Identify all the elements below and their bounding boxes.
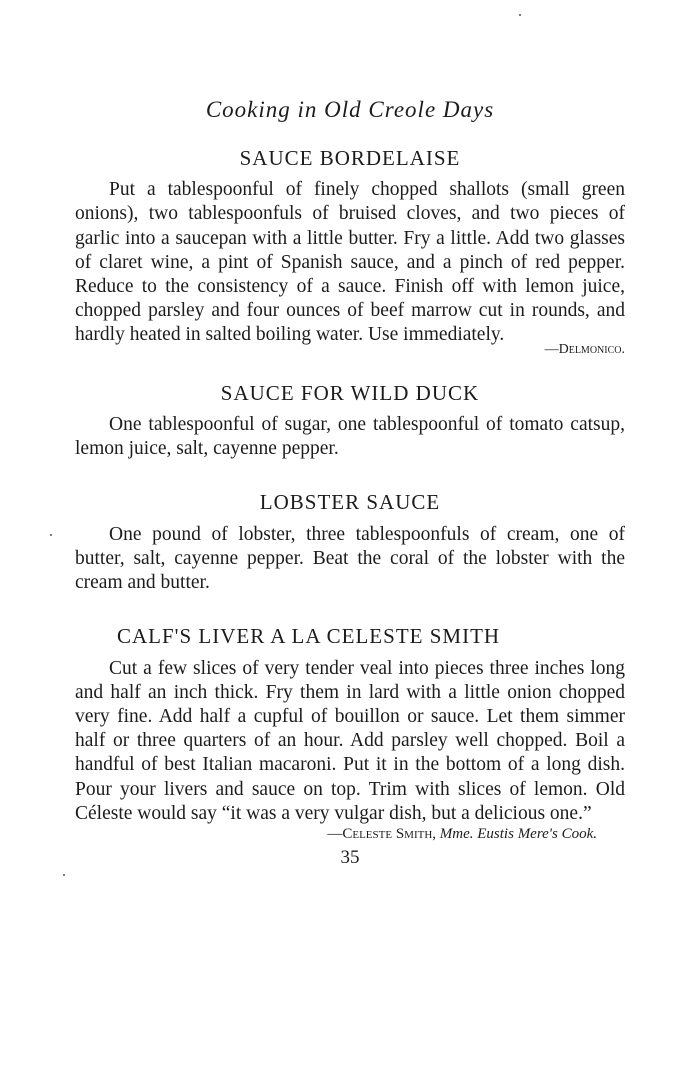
print-speck bbox=[63, 874, 65, 876]
section-spacer bbox=[75, 595, 625, 623]
book-page bbox=[75, 95, 625, 869]
section-sauce-for-wild-duck bbox=[75, 380, 625, 462]
attribution-name: —Celeste Smith, bbox=[327, 825, 437, 842]
recipe-body: One pound of lobster, three tablespoonfuls of cream, one of butter, salt, cayenne pepper. Beat the coral of the lobster with the cream and butter. bbox=[75, 523, 625, 594]
print-speck bbox=[519, 14, 521, 16]
recipe-body: Cut a few slices of very tender veal into pieces three inches long and half an inch thick. Fry them in lard with a little onion chopped very fine. Add half a cupful of bouillon or sauce. Let them simmer half or three quarters of an hour. Add parsley well chopped. Boil a handful of best Italian macaroni. Put it in the bottom of a long dish. Pour your livers and sauce on top. Trim with slices of lemon. Old Céleste would say “it was a very vulgar dish, but a delicious one.” bbox=[75, 657, 625, 824]
section-title: SAUCE BORDELAISE bbox=[239, 145, 461, 170]
section-title: LOBSTER SAUCE bbox=[259, 490, 441, 515]
section-lobster-sauce bbox=[75, 489, 625, 595]
running-head: Cooking in Old Creole Days bbox=[205, 97, 495, 122]
section-title: SAUCE FOR WILD DUCK bbox=[220, 380, 480, 405]
page-number: 35 bbox=[340, 846, 360, 868]
section-spacer bbox=[75, 358, 625, 380]
recipe-attribution bbox=[75, 826, 625, 843]
recipe-body: One tablespoonful of sugar, one tablespoonful of tomato catsup, lemon juice, salt, cayenne pepper. bbox=[75, 413, 625, 460]
attribution-note: Mme. Eustis Mere's Cook. bbox=[439, 825, 597, 842]
section-sauce-bordelaise bbox=[75, 145, 625, 358]
print-speck bbox=[50, 534, 52, 536]
recipe-body: Put a tablespoonful of finely chopped shallots (small green onions), two tablespoonfuls of bruised cloves, and two pieces of garlic into a saucepan with a little butter. Fry a little. Add two glasses of claret wine, a pint of Spanish sauce, and a pinch of red pepper. Reduce to the consistency of a sauce. Finish off with lemon juice, chopped parsley and four ounces of beef marrow cut in rounds, and hardly heated in salted boiling water. Use immediately. bbox=[75, 179, 625, 346]
recipe-attribution: —Delmonico. bbox=[544, 341, 625, 357]
section-spacer bbox=[75, 461, 625, 489]
section-title: CALF'S LIVER A LA CELESTE SMITH bbox=[117, 624, 501, 649]
section-calfs-liver bbox=[75, 623, 625, 843]
